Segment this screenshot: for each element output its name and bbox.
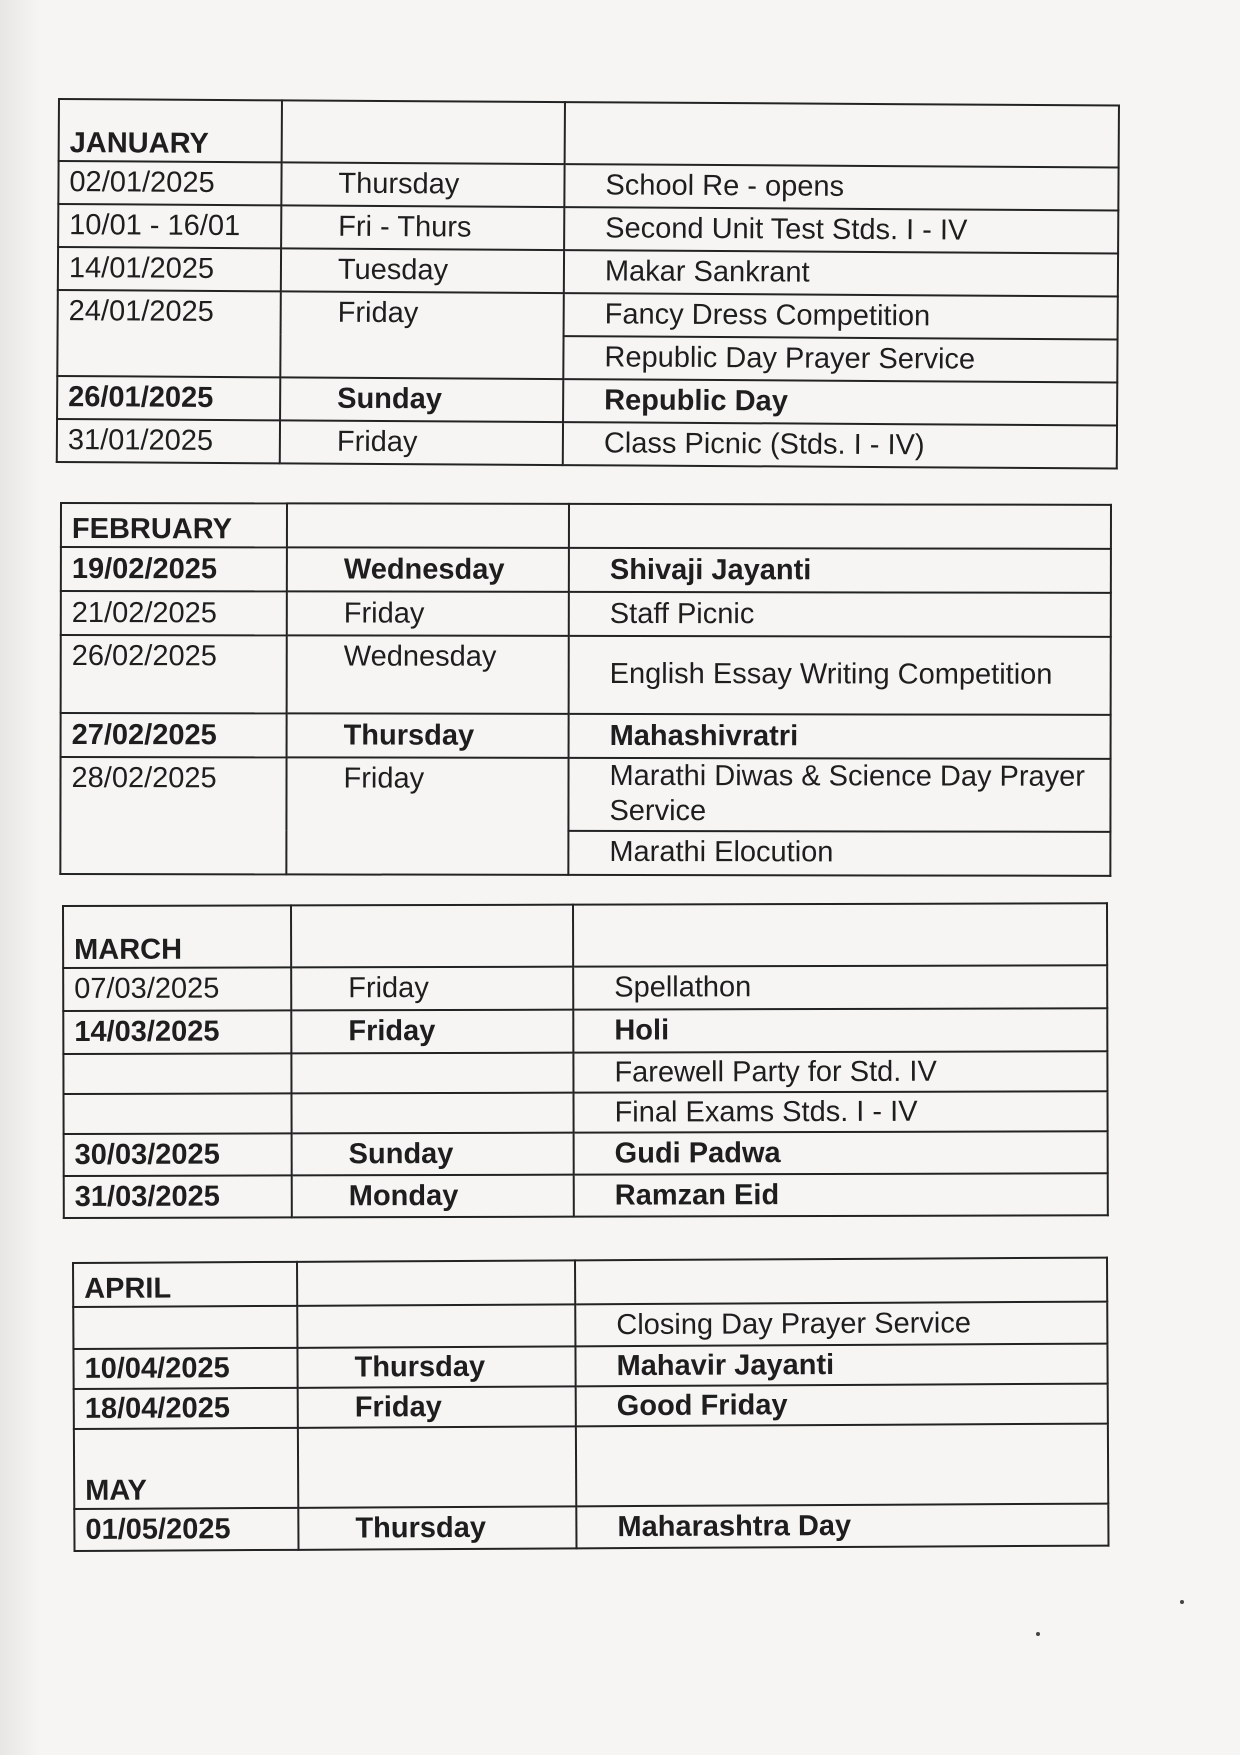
day-cell: Friday	[287, 591, 569, 635]
table-row	[63, 1091, 1107, 1134]
month-label-may: MAY	[74, 1428, 298, 1509]
table-row	[58, 290, 1118, 339]
table-row	[74, 1504, 1108, 1551]
table-row	[64, 1131, 1108, 1176]
table-row	[63, 1008, 1107, 1054]
date-cell: 31/03/2025	[64, 1175, 292, 1218]
date-cell: 27/02/2025	[61, 713, 287, 757]
table-row	[61, 547, 1111, 593]
month-label-january: JANUARY	[59, 99, 282, 162]
event-cell: Staff Picnic	[569, 592, 1111, 637]
table-row	[58, 247, 1118, 296]
event-cell: Republic Day	[563, 379, 1117, 425]
event-cell: Final Exams Stds. I - IV	[573, 1091, 1107, 1132]
speck	[1036, 1632, 1040, 1636]
february-table	[59, 502, 1112, 877]
date-cell: 21/02/2025	[61, 591, 287, 635]
april-may-table	[72, 1257, 1110, 1552]
table-row	[58, 161, 1118, 210]
day-cell: Friday	[286, 757, 568, 874]
event-cell: Republic Day Prayer Service	[563, 336, 1117, 382]
table-row	[74, 1384, 1108, 1429]
month-label-february: FEBRUARY	[61, 503, 287, 547]
event-cell: Mahashivratri	[569, 714, 1111, 759]
date-cell: 24/01/2025	[57, 290, 281, 377]
day-cell: Friday	[291, 1010, 573, 1054]
event-cell: Second Unit Test Stds. I - IV	[564, 207, 1118, 253]
date-cell: 26/02/2025	[61, 635, 287, 713]
day-cell: Wednesday	[287, 635, 569, 713]
event-cell: Marathi Diwas & Science Day Prayer Service	[568, 758, 1110, 832]
table-row	[58, 204, 1118, 253]
day-cell: Tuesday	[281, 248, 564, 293]
month-label-april: APRIL	[73, 1262, 297, 1307]
month-label-march: MARCH	[63, 905, 291, 968]
day-cell: Friday	[280, 291, 564, 379]
date-cell: 14/01/2025	[58, 247, 281, 291]
table-row	[63, 1051, 1107, 1094]
event-cell: Marathi Elocution	[568, 831, 1110, 876]
day-cell: Sunday	[280, 377, 563, 422]
table-row	[60, 757, 1110, 832]
event-cell: Gudi Padwa	[574, 1131, 1108, 1174]
table-row	[63, 965, 1107, 1011]
day-cell: Fri - Thurs	[281, 205, 564, 250]
event-cell: Class Picnic (Stds. I - IV)	[563, 422, 1117, 468]
event-cell: Ramzan Eid	[574, 1173, 1108, 1216]
day-cell: Thursday	[297, 1346, 575, 1387]
date-cell: 10/01 - 16/01	[58, 204, 281, 248]
day-cell: Wednesday	[287, 547, 569, 591]
day-cell: Friday	[298, 1386, 576, 1427]
speck	[1180, 1600, 1184, 1604]
event-cell: Mahavir Jayanti	[575, 1344, 1107, 1387]
event-cell: Good Friday	[576, 1384, 1108, 1427]
date-cell: 14/03/2025	[63, 1010, 291, 1054]
date-cell	[63, 1093, 291, 1134]
date-cell	[73, 1306, 297, 1349]
day-cell	[297, 1304, 575, 1347]
day-cell: Thursday	[281, 162, 564, 207]
january-table	[56, 98, 1120, 469]
event-cell: Makar Sankrant	[564, 250, 1118, 296]
day-cell: Thursday	[287, 713, 569, 757]
date-cell: 28/02/2025	[60, 757, 286, 874]
day-cell: Friday	[291, 967, 573, 1011]
date-cell: 18/04/2025	[74, 1388, 298, 1429]
table-row	[61, 713, 1111, 759]
day-cell: Friday	[280, 420, 563, 465]
date-cell: 30/03/2025	[64, 1133, 292, 1176]
event-cell: Shivaji Jayanti	[569, 548, 1111, 593]
event-cell: Holi	[573, 1008, 1107, 1052]
table-row	[61, 635, 1111, 715]
event-cell: English Essay Writing Competition	[569, 636, 1111, 715]
event-cell: Fancy Dress Competition	[564, 293, 1118, 339]
date-cell: 01/05/2025	[74, 1508, 298, 1551]
date-cell: 19/02/2025	[61, 547, 287, 591]
date-cell	[63, 1053, 291, 1094]
table-row	[57, 376, 1117, 425]
event-cell: Maharashtra Day	[576, 1504, 1108, 1549]
event-cell: Spellathon	[573, 965, 1107, 1009]
day-cell: Sunday	[292, 1133, 574, 1176]
table-row	[61, 591, 1111, 637]
date-cell: 26/01/2025	[57, 376, 280, 420]
event-cell: Farewell Party for Std. IV	[573, 1051, 1107, 1092]
date-cell: 07/03/2025	[63, 967, 291, 1011]
event-cell: School Re - opens	[564, 164, 1118, 210]
table-row	[73, 1344, 1107, 1389]
table-row	[73, 1302, 1107, 1349]
date-cell: 10/04/2025	[73, 1348, 297, 1389]
page-edge-shadow	[0, 0, 40, 1755]
table-row	[57, 419, 1117, 468]
day-cell	[291, 1053, 573, 1094]
day-cell: Thursday	[298, 1506, 576, 1549]
day-cell	[291, 1093, 573, 1134]
table-row	[64, 1173, 1108, 1218]
date-cell: 02/01/2025	[58, 161, 281, 205]
march-table	[62, 902, 1109, 1219]
day-cell: Monday	[292, 1175, 574, 1218]
date-cell: 31/01/2025	[57, 419, 280, 463]
event-cell: Closing Day Prayer Service	[575, 1302, 1107, 1347]
